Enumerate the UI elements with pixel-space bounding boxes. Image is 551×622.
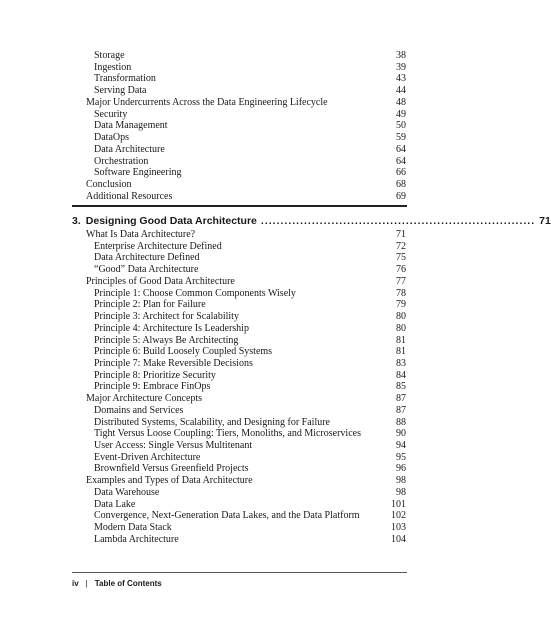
chapter-title: Designing Good Data Architecture	[85, 215, 257, 227]
toc-entry-title: Principle 8: Prioritize Security	[94, 369, 216, 381]
toc-entry-title: “Good” Data Architecture	[94, 264, 199, 276]
toc-entry[interactable]	[0, 311, 474, 323]
toc-entry-page-number: 80	[396, 322, 406, 334]
toc-entry-page-number: 83	[396, 357, 406, 369]
toc-entry-page-number: 68	[396, 178, 406, 190]
toc-entry-title: Principle 2: Plan for Failure	[94, 299, 206, 311]
toc-entry[interactable]	[0, 109, 474, 121]
toc-entry-title: Data Management	[94, 120, 168, 132]
toc-entry-page-number: 98	[396, 475, 406, 487]
toc-entry[interactable]	[0, 510, 474, 522]
toc-entry-page-number: 79	[396, 299, 406, 311]
toc-entry[interactable]	[0, 97, 474, 109]
toc-entry-page-number: 104	[391, 533, 406, 545]
toc-entry-page-number: 90	[396, 428, 406, 440]
footer-separator: |	[85, 579, 88, 588]
toc-entry-page-number: 59	[396, 132, 406, 143]
toc-entry-title: Software Engineering	[94, 167, 182, 179]
toc-entry[interactable]	[0, 191, 474, 203]
toc-entry[interactable]	[0, 393, 474, 405]
toc-entry-page-number: 81	[396, 346, 406, 358]
toc-entry[interactable]	[0, 428, 474, 440]
chapter-leader-dots: ......................................................................	[260, 215, 536, 227]
toc-entry-title: Examples and Types of Data Architecture	[86, 475, 253, 487]
toc-entry-title: Principles of Good Data Architecture	[86, 275, 235, 287]
toc-entry-page-number: 102	[391, 510, 406, 522]
toc-entry[interactable]	[0, 167, 474, 179]
toc-entry[interactable]	[0, 440, 474, 452]
toc-entry-title: Data Architecture	[94, 143, 165, 155]
toc-entry-page-number: 87	[396, 404, 406, 416]
toc-entry-page-number: 94	[396, 440, 406, 451]
toc-entry[interactable]	[0, 335, 474, 347]
toc-entry-page-number: 72	[396, 240, 406, 252]
toc-entry[interactable]	[0, 120, 474, 132]
toc-entry[interactable]	[0, 73, 474, 85]
toc-entry-title: Principle 5: Always Be Architecting	[94, 334, 239, 346]
toc-entry-page-number: 69	[396, 190, 406, 202]
toc-entry-page-number: 64	[396, 155, 406, 167]
toc-entry[interactable]	[0, 346, 474, 358]
toc-entry-page-number: 48	[396, 96, 406, 108]
toc-entry-page-number: 81	[396, 334, 406, 346]
toc-entry-page-number: 96	[396, 463, 406, 475]
toc-entry-page-number: 95	[396, 451, 406, 463]
toc-entry[interactable]	[0, 264, 474, 276]
toc-entry-title: Modern Data Stack	[94, 522, 172, 533]
toc-entry-page-number: 78	[396, 287, 406, 299]
toc-entry-title: Brownfield Versus Greenfield Projects	[94, 463, 249, 475]
toc-entry-page-number: 80	[396, 311, 406, 322]
toc-entry-page-number: 76	[396, 264, 406, 276]
toc-entry-title: Convergence, Next-Generation Data Lakes, and the Data Platform	[94, 510, 360, 522]
toc-entry-title: Principle 6: Build Loosely Coupled Systems	[94, 346, 273, 358]
toc-entry-page-number: 88	[396, 416, 406, 428]
toc-entry[interactable]	[0, 522, 474, 534]
toc-entry-title: Principle 4: Architecture Is Leadership	[94, 322, 249, 334]
toc-entry[interactable]	[0, 241, 474, 253]
toc-entry-page-number: 84	[396, 369, 406, 381]
toc-entry-title: Data Architecture Defined	[94, 252, 200, 264]
toc-entry[interactable]	[0, 323, 474, 335]
toc-entry-title: Distributed Systems, Scalability, and Designing for Failure	[94, 416, 330, 428]
footer-section-title: Table of Contents	[94, 579, 162, 588]
toc-entry[interactable]	[0, 50, 474, 62]
toc-entry-title: Storage	[94, 50, 125, 61]
toc-entry-title: Security	[94, 108, 128, 120]
toc-entry[interactable]	[0, 276, 474, 288]
toc-entry[interactable]	[0, 417, 474, 429]
toc-entry-title: Principle 1: Choose Common Components Wisely	[94, 287, 296, 299]
toc-entry-page-number: 77	[396, 275, 406, 287]
toc-entry-page-number: 38	[396, 50, 406, 61]
toc-entry-title: Ingestion	[94, 61, 132, 73]
toc-entry-title: Tight Versus Loose Coupling: Tiers, Monoliths, and Microservices	[94, 428, 361, 440]
toc-entry[interactable]	[0, 144, 474, 156]
toc-entry-page-number: 49	[396, 108, 406, 120]
chapter-number: 3.	[72, 215, 81, 227]
toc-entry[interactable]	[0, 475, 474, 487]
toc-entry[interactable]	[0, 156, 474, 168]
toc-entry-page-number: 87	[396, 393, 406, 405]
toc-entry[interactable]	[0, 62, 474, 74]
toc-entry-page-number: 103	[391, 522, 406, 533]
toc-entry[interactable]	[0, 381, 474, 393]
toc-entry-page-number: 98	[396, 486, 406, 498]
toc-entry-page-number: 64	[396, 143, 406, 155]
toc-entry-title: User Access: Single Versus Multitenant	[94, 440, 253, 451]
toc-entry[interactable]	[0, 487, 474, 499]
toc-entry-page-number: 50	[396, 120, 406, 132]
toc-entry-page-number: 44	[396, 85, 406, 97]
toc-entry-title: Transformation	[94, 73, 156, 85]
toc-entry[interactable]	[0, 534, 474, 546]
toc-entry-title: Principle 7: Make Reversible Decisions	[94, 357, 253, 369]
chapter-heading[interactable]	[72, 214, 551, 228]
toc-entry-page-number: 43	[396, 73, 406, 85]
toc-entry[interactable]	[0, 288, 474, 300]
toc-entry-page-number: 85	[396, 381, 406, 393]
toc-entry-title: Major Undercurrents Across the Data Engineering Lifecycle	[86, 96, 328, 108]
toc-entry[interactable]	[0, 252, 474, 264]
toc-entry-title: Principle 9: Embrace FinOps	[94, 381, 211, 393]
toc-entry-title: Data Warehouse	[94, 486, 160, 498]
toc-entry-title: DataOps	[94, 132, 129, 143]
toc-entry-title: Event-Driven Architecture	[94, 451, 201, 463]
toc-entry-title: Major Architecture Concepts	[86, 393, 203, 405]
toc-entry-title: Lambda Architecture	[94, 533, 179, 545]
toc-entry-title: What Is Data Architecture?	[86, 229, 196, 240]
footer-divider	[72, 572, 407, 573]
toc-entry-title: Principle 3: Architect for Scalability	[94, 311, 239, 322]
toc-entry[interactable]	[0, 299, 474, 311]
toc-entry[interactable]	[0, 229, 474, 241]
chapter-page-number: 71	[539, 215, 551, 227]
toc-entry-page-number: 66	[396, 167, 406, 179]
toc-entry-page-number: 75	[396, 252, 406, 264]
toc-entry-title: Serving Data	[94, 85, 147, 97]
page-footer	[72, 578, 162, 590]
toc-entry-page-number: 71	[396, 229, 406, 240]
toc-entry-title: Additional Resources	[86, 190, 173, 202]
toc-entry-title: Conclusion	[86, 178, 132, 190]
toc-entry[interactable]	[0, 358, 474, 370]
chapter-divider	[72, 205, 407, 207]
toc-entry-title: Domains and Services	[94, 404, 184, 416]
toc-entry[interactable]	[0, 85, 474, 97]
toc-entry-title: Orchestration	[94, 155, 149, 167]
toc-entry[interactable]	[0, 499, 474, 511]
toc-entry[interactable]	[0, 405, 474, 417]
footer-page-label: iv	[72, 579, 79, 588]
toc-entry-title: Enterprise Architecture Defined	[94, 240, 222, 252]
toc-entry-title: Data Lake	[94, 498, 136, 510]
toc-entry[interactable]	[0, 370, 474, 382]
toc-entry[interactable]	[0, 132, 474, 144]
toc-entry[interactable]	[0, 463, 474, 475]
toc-entry[interactable]	[0, 452, 474, 464]
toc-entry-page-number: 39	[396, 61, 406, 73]
toc-entry[interactable]	[0, 179, 474, 191]
toc-entry-page-number: 101	[391, 498, 406, 510]
